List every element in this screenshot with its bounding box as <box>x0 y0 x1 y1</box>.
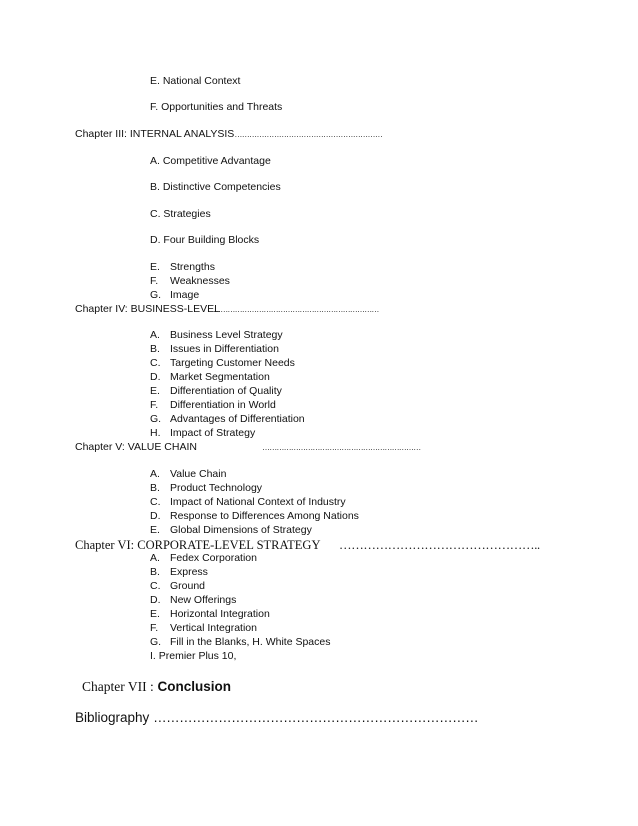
item-marker: A. <box>150 155 160 167</box>
item-text: Weaknesses <box>170 275 230 287</box>
chapter-heading <box>75 303 220 316</box>
item-text: Horizontal Integration <box>170 608 270 620</box>
item-text: Market Segmentation <box>170 371 270 383</box>
item-marker: E. <box>150 385 160 397</box>
toc-item <box>150 622 257 635</box>
item-text: Express <box>170 566 208 578</box>
item-text: Business Level Strategy <box>170 329 283 341</box>
toc-item <box>150 234 259 247</box>
toc-item <box>150 552 257 565</box>
item-text: Fedex Corporation <box>170 552 257 564</box>
item-text: Distinctive Competencies <box>162 181 281 193</box>
toc-item <box>150 101 282 114</box>
chapter-heading <box>75 441 197 454</box>
chapter-title: Conclusion <box>157 679 231 694</box>
item-marker: F. <box>150 399 159 411</box>
item-marker: B. <box>150 181 160 193</box>
item-text: Vertical Integration <box>170 622 257 634</box>
item-text: Value Chain <box>170 468 227 480</box>
toc-item <box>150 468 226 481</box>
chapter-heading <box>82 678 231 695</box>
item-marker: C. <box>150 208 161 220</box>
item-marker: D. <box>150 371 161 383</box>
item-marker: E. <box>150 608 160 620</box>
item-text: New Offerings <box>170 594 237 606</box>
dot-leader: ………………………………………………………………… <box>153 710 479 725</box>
toc-item <box>150 482 262 495</box>
bibliography-entry <box>75 710 478 726</box>
toc-item <box>150 580 205 593</box>
item-marker: D. <box>150 594 161 606</box>
item-text: Competitive Advantage <box>162 155 271 167</box>
item-marker: F. <box>150 622 159 634</box>
item-marker: E. <box>150 524 160 536</box>
item-text: Impact of Strategy <box>170 427 256 439</box>
toc-item <box>150 566 208 579</box>
dot-leader: …………………………………………………… <box>234 130 383 139</box>
item-text: Strategies <box>163 208 211 220</box>
chapter-heading <box>75 538 320 553</box>
item-text: Impact of National Context of Industry <box>170 496 346 508</box>
item-marker: E. <box>150 75 160 87</box>
item-marker: G. <box>150 636 162 648</box>
item-text: Advantages of Differentiation <box>170 413 305 425</box>
item-marker: A. <box>150 329 160 341</box>
item-text: Premier Plus 10, <box>158 650 237 662</box>
item-marker: B. <box>150 566 160 578</box>
toc-item <box>150 357 295 370</box>
item-marker: A. <box>150 468 160 480</box>
item-marker: D. <box>150 510 161 522</box>
toc-item <box>150 155 271 168</box>
chapter-title: Chapter IV: BUSINESS-LEVEL <box>75 303 220 315</box>
item-text: Response to Differences Among Nations <box>170 510 359 522</box>
item-marker: D. <box>150 234 161 246</box>
dot-leader: …………………………………………………………… <box>213 305 379 314</box>
toc-item <box>150 427 255 440</box>
item-text: Image <box>170 289 200 301</box>
toc-item <box>150 343 279 356</box>
toc-item <box>150 275 230 288</box>
toc-item <box>150 261 215 274</box>
item-marker: G. <box>150 289 162 301</box>
item-marker: C. <box>150 496 161 508</box>
item-marker: G. <box>150 413 162 425</box>
toc-item <box>150 594 236 607</box>
item-text: Issues in Differentiation <box>170 343 279 355</box>
toc-item <box>150 413 305 426</box>
item-text: National Context <box>162 75 241 87</box>
item-marker: A. <box>150 552 160 564</box>
toc-item <box>150 510 359 523</box>
item-marker: C. <box>150 357 161 369</box>
toc-item <box>150 385 282 398</box>
bibliography-label: Bibliography <box>75 710 150 725</box>
toc-item <box>150 208 211 221</box>
item-marker: F. <box>150 101 159 113</box>
toc-item <box>150 524 312 537</box>
chapter-heading <box>75 128 382 141</box>
item-text: Ground <box>170 580 206 592</box>
toc-item <box>150 636 330 649</box>
toc-item <box>150 399 276 412</box>
item-marker: C. <box>150 580 161 592</box>
chapter-prefix: Chapter VII : <box>82 679 154 694</box>
item-text: Four Building Blocks <box>163 234 260 246</box>
item-text: Differentiation of Quality <box>170 385 282 397</box>
item-marker: B. <box>150 482 160 494</box>
item-text: Opportunities and Threats <box>161 101 283 113</box>
toc-item <box>150 608 270 621</box>
item-marker: H. <box>150 427 161 439</box>
toc-item <box>150 371 270 384</box>
item-text: Fill in the Blanks, H. White Spaces <box>170 636 331 648</box>
item-marker: B. <box>150 343 160 355</box>
item-marker: I. <box>150 650 156 662</box>
item-text: Strengths <box>170 261 215 273</box>
toc-item <box>150 650 236 663</box>
dot-leader: ………………………………………………………… <box>262 443 421 452</box>
item-text: Differentiation in World <box>170 399 276 411</box>
toc-item <box>150 289 199 302</box>
item-text: Targeting Customer Needs <box>170 357 295 369</box>
item-marker: E. <box>150 261 160 273</box>
chapter-title: Chapter III: INTERNAL ANALYSIS <box>75 128 235 140</box>
toc-item <box>150 75 240 88</box>
dot-leader: ………………………………………….. <box>339 538 540 552</box>
chapter-title: Chapter V: VALUE CHAIN <box>75 441 197 453</box>
toc-item <box>150 496 346 509</box>
item-text: Global Dimensions of Strategy <box>170 524 312 536</box>
toc-item <box>150 329 283 342</box>
item-text: Product Technology <box>170 482 263 494</box>
toc-item <box>150 181 281 194</box>
item-marker: F. <box>150 275 159 287</box>
chapter-title: Chapter VI: CORPORATE-LEVEL STRATEGY <box>75 538 321 552</box>
